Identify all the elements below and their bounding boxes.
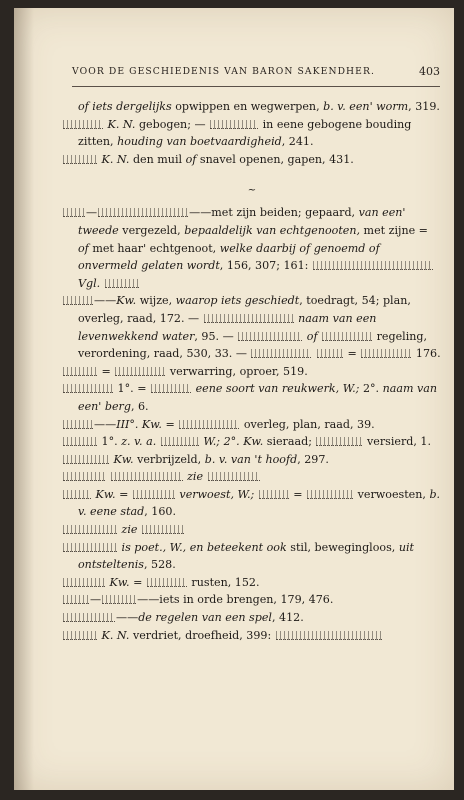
javanese-script <box>63 595 89 604</box>
javanese-script <box>147 578 187 587</box>
header-rule <box>72 86 440 87</box>
javanese-script <box>179 420 239 429</box>
running-title: VOOR DE GESCHIEDENIS VAN BARON SAKENDHER. <box>72 66 376 77</box>
javanese-script <box>238 332 302 341</box>
javanese-script <box>251 349 311 358</box>
javanese-script <box>63 420 93 429</box>
javanese-script <box>63 155 97 164</box>
javanese-script <box>98 208 188 217</box>
entry: K. N. gebogen; — in eene gebogene bouding zitten, houding van boetvaardigheid, 241. <box>62 116 442 151</box>
book-page <box>14 8 454 790</box>
javanese-script <box>63 543 117 552</box>
javanese-script <box>361 349 411 358</box>
entry-continuation: of iets dergelijks opwippen en wegwerpen, b. v. een' worm, 319. <box>78 100 440 113</box>
javanese-script <box>63 120 103 129</box>
entry: zie <box>62 468 442 486</box>
javanese-script <box>63 472 105 481</box>
entry: K. N. verdriet, droefheid, 399: <box>62 627 442 645</box>
javanese-script <box>316 437 362 446</box>
entry: Kw. = rusten, 152. <box>62 574 442 592</box>
entry: = verwarring, oproer, 519. <box>62 363 442 381</box>
dictionary-text <box>62 98 442 644</box>
javanese-script <box>63 367 97 376</box>
javanese-script <box>63 490 91 499</box>
javanese-script <box>63 525 117 534</box>
entry: K. N. den muil of snavel openen, gapen, 431. <box>62 151 442 169</box>
javanese-script <box>307 490 353 499</box>
entry: ——Kw. wijze, waarop iets geschiedt, toedragt, 54; plan, overleg, raad, 172. — naam van een levenwekkend water, 95. — of regeling, verordening, raad, 530, 33. — = 176. <box>62 292 442 362</box>
entry: ——de regelen van een spel, 412. <box>62 609 442 627</box>
javanese-script <box>204 314 294 323</box>
javanese-script <box>210 120 258 129</box>
javanese-script <box>63 455 109 464</box>
entry: ——III°. Kw. = overleg, plan, raad, 39. <box>62 416 442 434</box>
javanese-script <box>63 384 113 393</box>
javanese-script <box>63 437 97 446</box>
javanese-script <box>63 631 97 640</box>
javanese-script <box>313 261 433 270</box>
entry: 1°. z. v. a. W.; 2°. Kw. sieraad; versierd, 1. <box>62 433 442 451</box>
javanese-script <box>317 349 343 358</box>
entry: 1°. = eene soort van reukwerk, W.; 2°. naam van een' berg, 6. <box>62 380 442 415</box>
entry: zie <box>62 521 442 539</box>
javanese-script <box>63 613 115 622</box>
javanese-script <box>151 384 191 393</box>
javanese-script <box>63 208 85 217</box>
entry: Kw. verbrijzeld, b. v. van 't hoofd, 297. <box>62 451 442 469</box>
javanese-script <box>105 279 139 288</box>
javanese-script <box>102 595 136 604</box>
javanese-script <box>142 525 184 534</box>
javanese-script <box>322 332 372 341</box>
running-header <box>72 66 440 84</box>
entry: — ——met zijn beiden; gepaard, van een' tweede vergezeld, bepaaldelijk van echtgenooten, met zijne = of met haar' echtgenoot, welke daarbij of genoemd of onvermeld gelaten wordt, 156, 307; 161: Vgl. <box>62 204 442 292</box>
entry: is poet., W., en beteekent ook stil, bewegingloos, uit ontsteltenis, 528. <box>62 539 442 574</box>
entry: Kw. = verwoest, W.; = verwoesten, b. v. eene stad, 160. <box>62 486 442 521</box>
entry: — ——iets in orde brengen, 179, 476. <box>62 591 442 609</box>
javanese-script <box>63 578 105 587</box>
javanese-script <box>259 490 289 499</box>
section-separator: ~ <box>247 185 257 197</box>
javanese-script <box>115 367 165 376</box>
javanese-script <box>133 490 175 499</box>
page-spine-shadow <box>14 8 34 790</box>
page-number: 403 <box>419 65 440 78</box>
javanese-script <box>208 472 260 481</box>
javanese-script <box>276 631 382 640</box>
javanese-script <box>111 472 183 481</box>
javanese-script <box>63 296 93 305</box>
javanese-script <box>161 437 199 446</box>
